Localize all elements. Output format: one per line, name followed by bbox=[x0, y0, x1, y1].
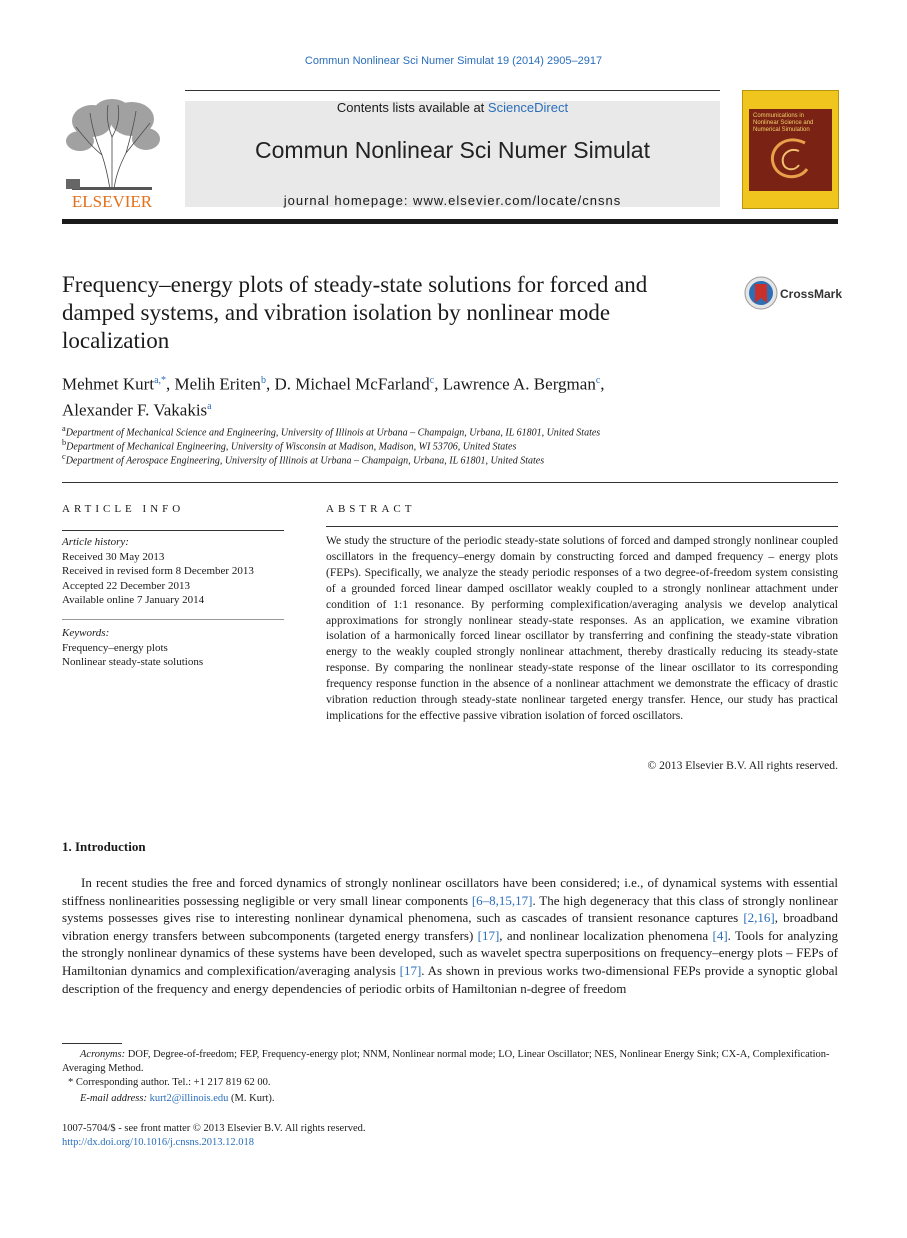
author-separator: , bbox=[166, 374, 175, 394]
author-name[interactable]: Lawrence A. Bergman bbox=[442, 374, 596, 394]
affiliation-c: $^c$Department of Aerospace Engineering, University of Illinois at Urbana – Champaign, Urbana, IL 61801, United States bbox=[62, 452, 545, 467]
body-text: , broadband vibration energy transfers between subcomponents (targeted energy transfers) bbox=[62, 910, 838, 943]
keyword-item: Nonlinear steady-state solutions bbox=[62, 656, 204, 668]
affiliation-b: $^b$Department of Mechanical Engineering, University of Wisconsin at Madison, Madison, WI 53706, United States bbox=[62, 438, 517, 453]
abstract-rule bbox=[326, 526, 838, 527]
citation-link[interactable]: [2,16] bbox=[743, 910, 775, 926]
affiliation-a: $^a$Department of Mechanical Science and Engineering, University of Illinois at Urbana – Champaign, Urbana, IL 61801, United States bbox=[62, 424, 601, 439]
history-revised: Received in revised form 8 December 2013 bbox=[62, 565, 254, 577]
body-text: . The high degeneracy that this class of strongly nonlinear systems possesses gives rise to interesting nonlinear dynamical phenomena, such as cascades of transient resonance captures bbox=[62, 892, 838, 926]
footnote-acronyms: Acronyms: DOF, Degree-of-freedom; FEP, Frequency-energy plot; NNM, Nonlinear normal mode; LO, Linear Oscillator; NES, Nonlinear Energy Sink; CX-A, Complexification-Averaging Method. bbox=[62, 1049, 830, 1074]
history-accepted: Accepted 22 December 2013 bbox=[62, 579, 190, 592]
abstract-copyright: © 2013 Elsevier B.V. All rights reserved. bbox=[647, 759, 838, 772]
body-text: , and nonlinear localization phenomena bbox=[499, 927, 713, 943]
sciencedirect-link[interactable]: ScienceDirect bbox=[487, 100, 569, 115]
cover-title: Communications in Nonlinear Science and Numerical Simulation bbox=[753, 113, 814, 133]
header-top-rule bbox=[185, 90, 720, 91]
article-history bbox=[62, 535, 284, 608]
body-text: In recent studies the free and forced dynamics of strongly nonlinear oscillators have been considered; i.e., of dynamical systems with essential stiffness nonlinearities possessing negligible or very small linear components bbox=[62, 875, 838, 908]
contents-prefix: Contents lists available at bbox=[336, 100, 488, 115]
doi-link[interactable]: http://dx.doi.org/10.1016/j.cnsns.2013.12.018 bbox=[62, 1137, 255, 1148]
keywords bbox=[62, 626, 284, 670]
contents-line bbox=[185, 100, 720, 115]
footnote-rule bbox=[62, 1043, 122, 1044]
article-title: Frequency–energy plots of steady-state solutions for forced and damped systems, and vibration isolation by nonlinear mode localization bbox=[62, 272, 648, 353]
author-name[interactable]: Alexander F. Vakakis bbox=[62, 400, 208, 420]
author-affiliation-mark[interactable]: a bbox=[207, 400, 212, 412]
issn-line: 1007-5704/$ - see front matter © 2013 Elsevier B.V. All rights reserved. bbox=[62, 1123, 366, 1134]
citation-link[interactable]: [4] bbox=[712, 927, 728, 943]
citation-link[interactable]: [6–8,15,17] bbox=[471, 892, 533, 908]
abstract-heading: ABSTRACT bbox=[326, 503, 416, 515]
author-separator: , bbox=[265, 374, 275, 394]
author-list bbox=[62, 370, 762, 421]
footnote-email: E-mail address: kurt2@illinois.edu (M. Kurt). bbox=[80, 1093, 275, 1104]
history-label: Article history: bbox=[62, 536, 129, 548]
citation-link[interactable]: [17] bbox=[477, 927, 500, 943]
author-separator: , bbox=[600, 374, 605, 394]
journal-cover-thumbnail[interactable] bbox=[742, 90, 839, 209]
author-affiliation-mark[interactable]: b bbox=[260, 375, 266, 386]
body-text: . As shown in previous works two-dimensional FEPs provide a synoptic global description of the frequency and energy dependencies of periodic orbits of Hamiltonian n-degree of freedom bbox=[62, 962, 839, 996]
cover-spiral-icon bbox=[765, 133, 817, 185]
author-name[interactable]: Mehmet Kurt bbox=[62, 374, 155, 394]
journal-name: Commun Nonlinear Sci Numer Simulat bbox=[255, 137, 650, 163]
keyword-item: Frequency–energy plots bbox=[62, 641, 168, 654]
footnote-corresponding: * Corresponding author. Tel.: +1 217 819 62 00. bbox=[68, 1077, 271, 1088]
elsevier-wordmark: ELSEVIER bbox=[71, 192, 153, 211]
author-affiliation-mark[interactable]: c bbox=[595, 375, 601, 386]
author-name[interactable]: Melih Eriten bbox=[174, 374, 261, 394]
history-received: Received 30 May 2013 bbox=[62, 550, 165, 563]
author-name[interactable]: D. Michael McFarland bbox=[274, 374, 430, 394]
author-affiliation-mark[interactable]: c bbox=[429, 375, 435, 386]
citation-link[interactable]: [17] bbox=[399, 962, 422, 978]
article-info-rule bbox=[62, 530, 284, 531]
introduction-heading: 1. Introduction bbox=[62, 839, 146, 854]
history-online: Available online 7 January 2014 bbox=[62, 594, 205, 606]
body-text: . Tools for analyzing the strongly nonlinear dynamics of these systems have been developed, such as wavelet spectra superpositions on frequency–energy plots – FEPs of Hamiltonian dynamics and complexification/averaging analysis bbox=[62, 927, 838, 978]
email-link[interactable]: kurt2@illinois.edu bbox=[149, 1093, 229, 1104]
front-matter-rule bbox=[62, 482, 838, 483]
crossmark-label[interactable]: CrossMark bbox=[780, 287, 843, 301]
author-affiliation-mark[interactable]: a,* bbox=[154, 375, 167, 386]
keywords-label: Keywords: bbox=[62, 627, 110, 639]
journal-homepage[interactable]: journal homepage: www.elsevier.com/locate/cnsns bbox=[283, 193, 622, 208]
abstract-text: We study the structure of the periodic steady-state solutions of forced and damped strongly nonlinear coupled oscillators in the frequency–energy domain by constructing forced and damped frequency – energy plots (FEPs). Specifically, we analyze the steady periodic responses of a two degree-of-freedom system consisting of a grounded forced linear damped oscillator weakly coupled to a strongly nonlinear attachment under condition of 1:1 resonance. By performing complexification/averaging analysis we develop analytical approximations for strongly nonlinear steady-state responses. As an application, we examine vibration isolation of a harmonically forced linear oscillator by transferring and confining the steady-state vibration energy to the weakly coupled strongly nonlinear attachment, thereby drastically reducing its steady-state response. By comparing the nonlinear steady-state response of the linear oscillator to its corresponding frequency response function in the absence of a nonlinear attachment we demonstrate the efficacy of drastic vibration reduction through steady-state nonlinear targeted energy transfer. Hence, our study has practical implications for the effective passive vibration isolation of forced oscillators. bbox=[326, 534, 838, 722]
keywords-rule bbox=[62, 619, 284, 620]
crossmark-icon[interactable] bbox=[744, 276, 778, 310]
author-separator: , bbox=[434, 374, 443, 394]
journal-citation[interactable]: Commun Nonlinear Sci Numer Simulat 19 (2014) 2905–2917 bbox=[304, 55, 603, 67]
header-bottom-rule bbox=[62, 219, 838, 224]
article-info-heading: ARTICLE INFO bbox=[62, 503, 185, 515]
introduction-body bbox=[62, 874, 838, 997]
